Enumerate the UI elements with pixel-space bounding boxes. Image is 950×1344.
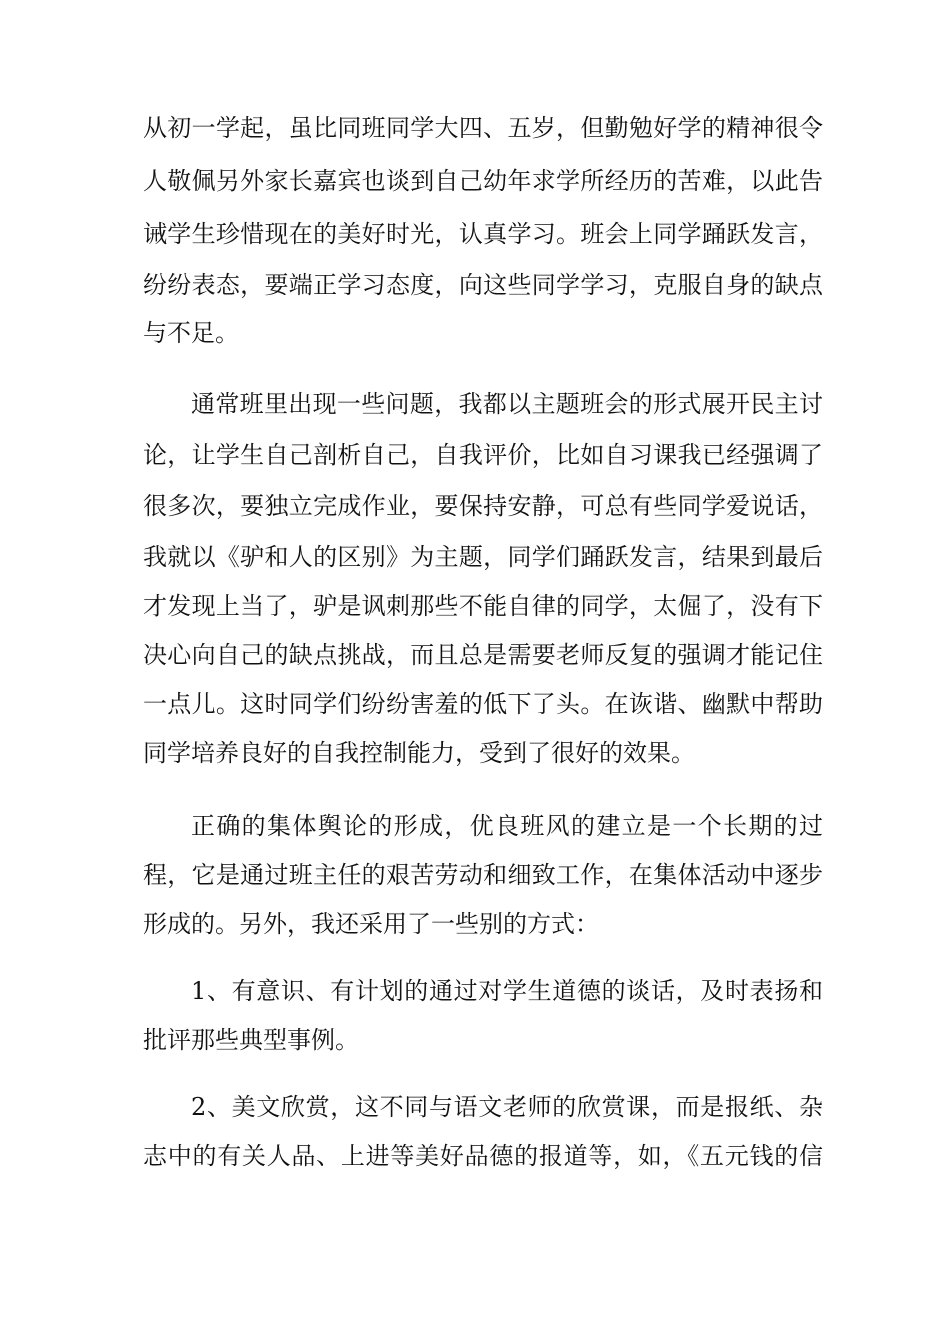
text-line: 正确的集体舆论的形成，优良班风的建立是一个长期的过 xyxy=(191,812,823,840)
text-line: 通常班里出现一些问题，我都以主题班会的形式展开民主讨 xyxy=(191,390,823,418)
text-line: 我就以《驴和人的区别》为主题，同学们踊跃发言，结果到最后 xyxy=(143,543,823,571)
text-line: 纷纷表态，要端正学习态度，向这些同学学习，克服自身的缺点 xyxy=(143,271,823,299)
text-line: 论，让学生自己剖析自己，自我评价，比如自习课我已经强调了 xyxy=(143,441,823,469)
text-line: 才发现上当了，驴是讽刺那些不能自律的同学，太倔了，没有下 xyxy=(143,592,823,620)
text-line: 从初一学起，虽比同班同学大四、五岁，但勤勉好学的精神很令 xyxy=(143,114,823,142)
text-line: 批评那些典型事例。 xyxy=(143,1026,359,1054)
text-line: 诫学生珍惜现在的美好时光，认真学习。班会上同学踊跃发言， xyxy=(143,220,823,248)
text-line: 1、有意识、有计划的通过对学生道德的谈话，及时表扬和 xyxy=(191,977,823,1005)
text-line: 很多次，要独立完成作业，要保持安静，可总有些同学爱说话， xyxy=(143,492,823,520)
text-line: 与不足。 xyxy=(143,319,239,347)
text-line: 同学培养良好的自我控制能力，受到了很好的效果。 xyxy=(143,739,695,767)
text-line: 程，它是通过班主任的艰苦劳动和细致工作，在集体活动中逐步 xyxy=(143,861,823,889)
text-line: 人敬佩另外家长嘉宾也谈到自己幼年求学所经历的苦难，以此告 xyxy=(143,167,823,195)
text-line: 志中的有关人品、上进等美好品德的报道等，如，《五元钱的信 xyxy=(143,1142,823,1170)
text-line: 2、美文欣赏，这不同与语文老师的欣赏课，而是报纸、杂 xyxy=(191,1093,823,1121)
text-line: 形成的。另外，我还采用了一些别的方式： xyxy=(143,910,599,938)
text-line: 决心向自己的缺点挑战，而且总是需要老师反复的强调才能记住 xyxy=(143,641,823,669)
text-line: 一点儿。这时同学们纷纷害羞的低下了头。在诙谐、幽默中帮助 xyxy=(143,690,823,718)
